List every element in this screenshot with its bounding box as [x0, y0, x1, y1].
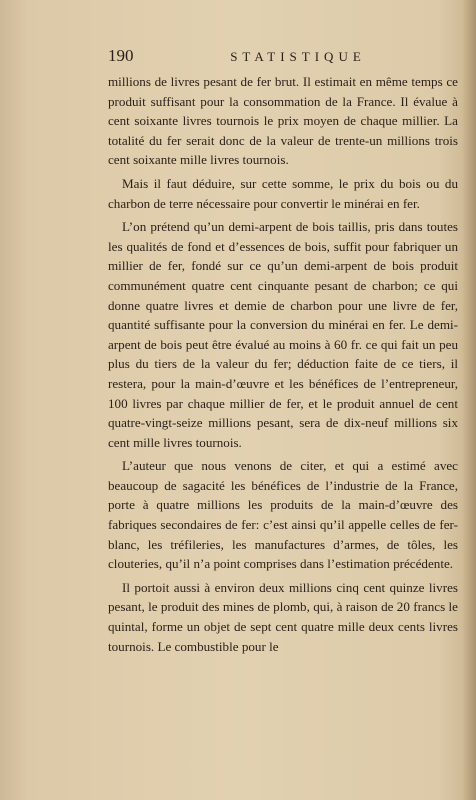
running-head: STATISTIQUE: [230, 49, 366, 64]
page-body: [108, 72, 458, 660]
page-header: [108, 46, 458, 66]
paragraph-2: Mais il faut déduire, sur cette somme, le prix du bois ou du charbon de terre nécessaire pour convertir le minérai en fer.: [108, 175, 458, 211]
paragraph-5: Il portoit aussi à environ deux millions cinq cent quinze livres pesant, le produit des mines de plomb, qui, à raison de 20 francs le quintal, forme un objet de sept cent quatre mille deux cents livres tournois. Le combustible pour le: [108, 579, 458, 654]
page-spine-shadow: [462, 0, 476, 800]
paragraph-1: millions de livres pesant de fer brut. Il estimait en même temps ce produit suffisant pour la consommation de la France. Il évalue à cent soixante livres tournois le prix moyen de chaque millier. La totalité du fer serait donc de la valeur de trente-un millions trois cent soixante mille livres tournois.: [108, 74, 458, 168]
page-number: 190: [108, 46, 134, 65]
paragraph-4: L’auteur que nous venons de citer, et qui a estimé avec beaucoup de sagacité les bénéfices de l’industrie de la France, porte à quatre millions les produits de la main-d’œuvre des fabriques secondaires de fer: c’est ainsi qu’il appelle celles de fer-blanc, les tréfileries, les manufactures d’armes, de tôles, les clouteries, qu’il n’a point comprises dans l’estimation précédente.: [108, 458, 458, 572]
paragraph-3: L’on prétend qu’un demi-arpent de bois taillis, pris dans toutes les qualités de fond et d’essences de bois, suffit pour fabriquer un millier de fer, fondé sur ce qu’un demi-arpent de bois produit communément quatre cent cinquante pesant de charbon; ce qui donne quatre livres et demie de charbon pour une livre de fer, quantité suffisante pour la conversion du minérai en fer. Le demi-arpent de bois peut être évalué au moins à 60 fr. ce qui fait un peu plus du tiers de la valeur du fer; déduction faite de ce tiers, il restera, pour la main-d’œuvre et les bénéfices de l’entrepreneur, 100 livres par chaque millier de fer, et le produit annuel de cent quatre-vingt-seize millions pesant, sera de dix-neuf millions six cent mille livres tournois.: [108, 219, 458, 450]
